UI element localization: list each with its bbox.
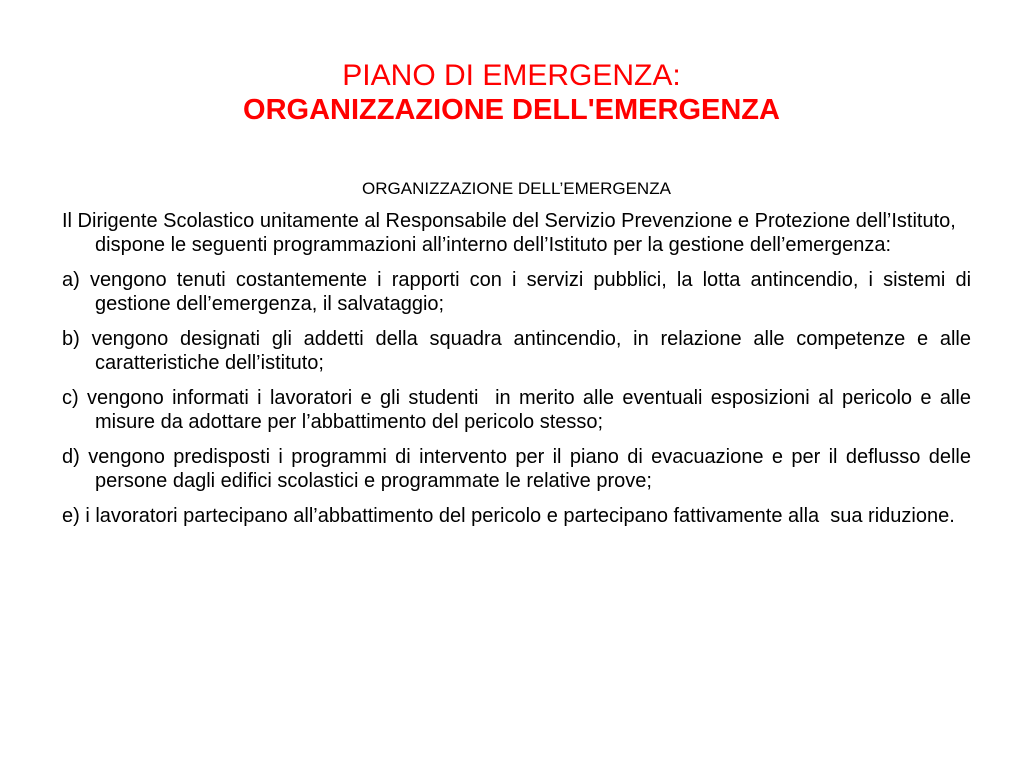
- item-prefix: e): [62, 505, 80, 527]
- item-text: vengono designati gli addetti della squadra antincendio, in relazione alle competenze e alle caratteristiche dell’istituto;: [91, 328, 971, 374]
- item-prefix: b): [62, 328, 80, 350]
- slide-title: [0, 58, 1023, 128]
- intro-paragraph: Il Dirigente Scolastico unitamente al Responsabile del Servizio Prevenzione e Protezione dell’Istituto, dispone le seguenti programmazioni all’interno dell’Istituto per la gestione dell’emergenza:: [62, 210, 956, 256]
- list-item-a: [62, 268, 971, 316]
- title-line-1: PIANO DI EMERGENZA:: [342, 59, 681, 92]
- item-text: vengono predisposti i programmi di intervento per il piano di evacuazione e per il deflusso delle persone dagli edifici scolastici e programmate le relative prove;: [88, 446, 971, 492]
- title-line-2: ORGANIZZAZIONE DELL'EMERGENZA: [243, 94, 780, 126]
- item-text: vengono informati i lavoratori e gli studenti in merito alle eventuali esposizioni al pericolo e alle misure da adottare per l’abbattimento del pericolo stesso;: [87, 387, 977, 433]
- list-item-b: [62, 327, 971, 375]
- item-prefix: c): [62, 387, 79, 409]
- item-prefix: d): [62, 446, 80, 468]
- list-item-d: [62, 445, 971, 493]
- list-item-e: [62, 504, 971, 528]
- item-prefix: a): [62, 269, 80, 291]
- list-item-c: [62, 386, 977, 434]
- section-heading: ORGANIZZAZIONE DELL’EMERGENZA: [362, 179, 671, 198]
- slide-body: [62, 178, 977, 539]
- item-text: i lavoratori partecipano all’abbattimento del pericolo e partecipano fattivamente alla sua riduzione.: [85, 505, 955, 527]
- item-text: vengono tenuti costantemente i rapporti con i servizi pubblici, la lotta antincendio, i sistemi di gestione dell’emergenza, il salvataggio;: [89, 269, 972, 315]
